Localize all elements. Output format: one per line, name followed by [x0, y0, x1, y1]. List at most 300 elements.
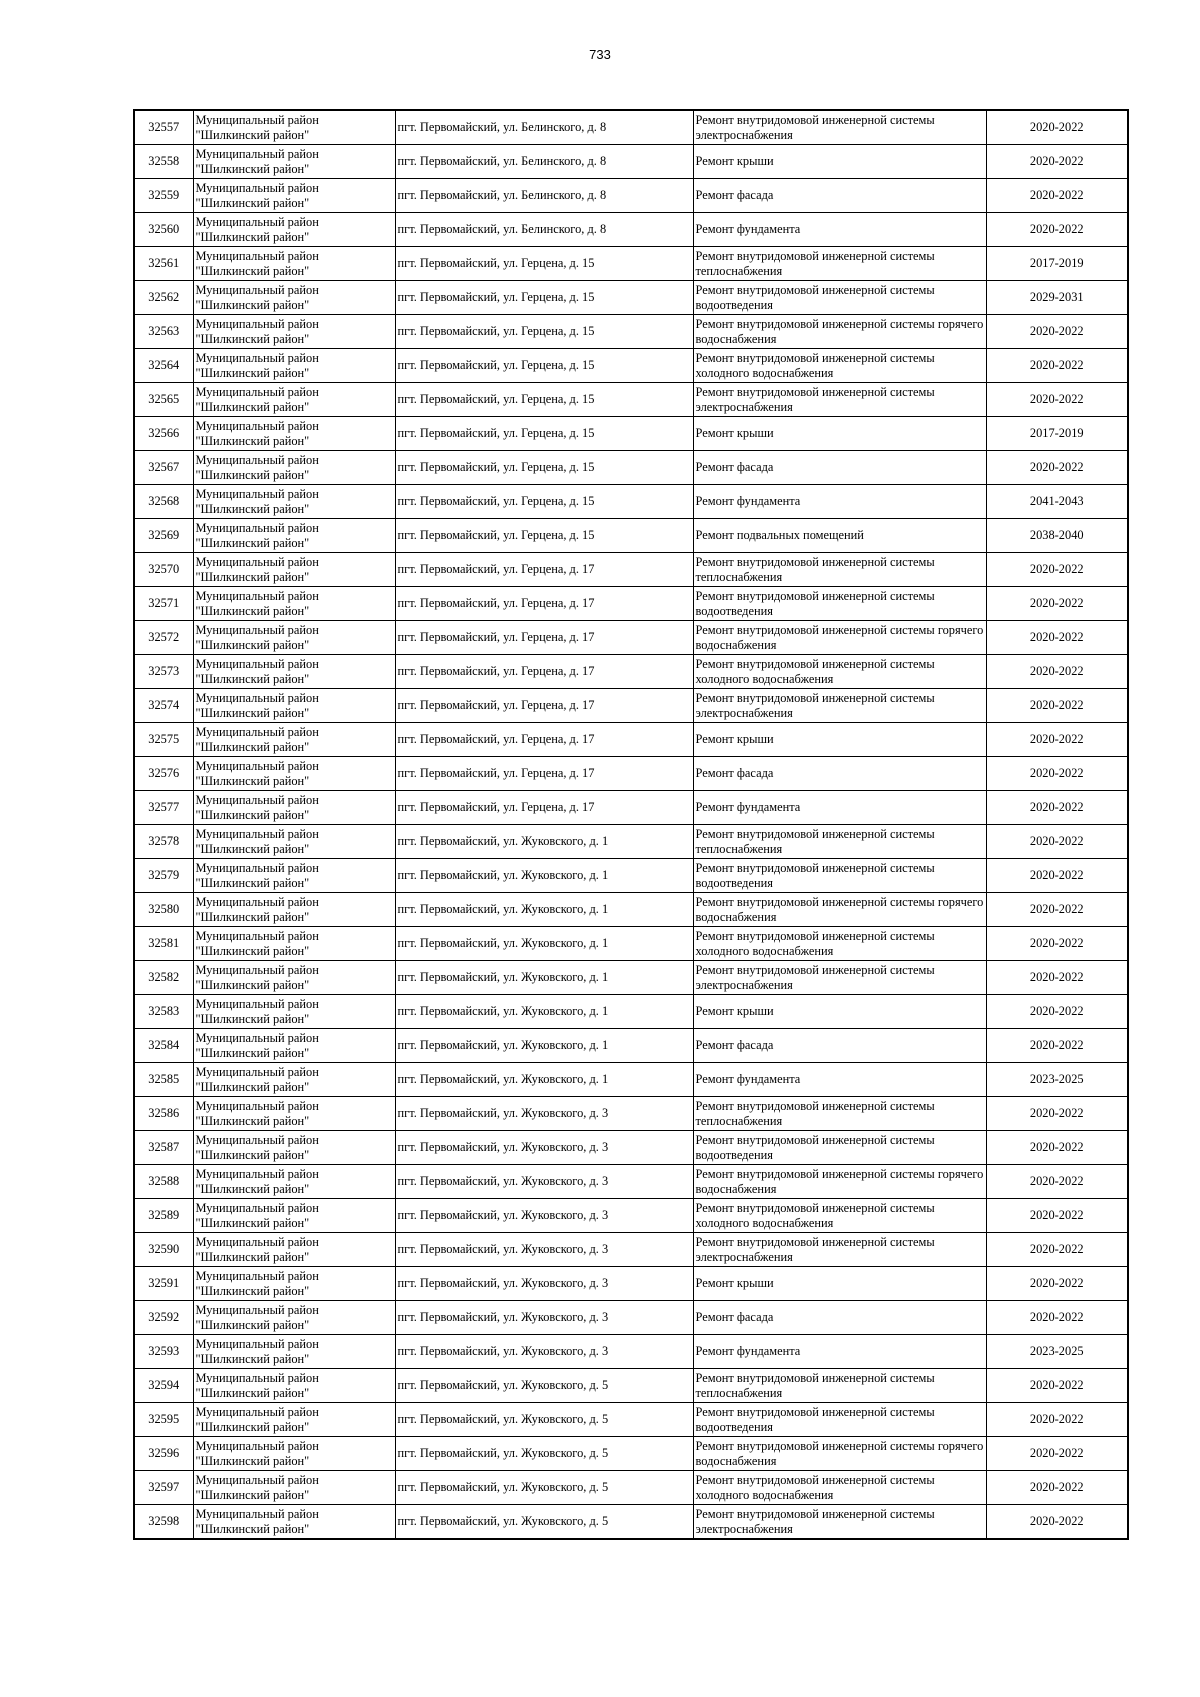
address-cell: пгт. Первомайский, ул. Белинского, д. 8 [395, 145, 693, 179]
work-type-cell: Ремонт внутридомовой инженерной системы горячего водоснабжения [693, 1437, 986, 1471]
municipality-type: Муниципальный район [195, 452, 319, 467]
period-cell: 2020-2022 [986, 179, 1128, 213]
municipality-cell [193, 825, 395, 859]
table-row [134, 213, 1128, 247]
municipality-name: "Шилкинский район" [195, 807, 310, 822]
row-number-cell: 32589 [134, 1199, 193, 1233]
municipality-cell [193, 110, 395, 145]
period-cell: 2020-2022 [986, 1369, 1128, 1403]
table-row [134, 383, 1128, 417]
municipality-name: "Шилкинский район" [195, 331, 310, 346]
address-cell: пгт. Первомайский, ул. Герцена, д. 15 [395, 417, 693, 451]
work-type-cell: Ремонт внутридомовой инженерной системы теплоснабжения [693, 553, 986, 587]
page-number: 733 [589, 47, 611, 62]
period-cell: 2020-2022 [986, 1233, 1128, 1267]
table-row [134, 1233, 1128, 1267]
row-number-cell: 32575 [134, 723, 193, 757]
municipality-cell [193, 281, 395, 315]
work-type-cell: Ремонт внутридомовой инженерной системы теплоснабжения [693, 1097, 986, 1131]
municipality-name: "Шилкинский район" [195, 535, 310, 550]
row-number-cell: 32597 [134, 1471, 193, 1505]
row-number-cell: 32574 [134, 689, 193, 723]
row-number-cell: 32592 [134, 1301, 193, 1335]
table-row [134, 757, 1128, 791]
table-row [134, 1097, 1128, 1131]
row-number-cell: 32590 [134, 1233, 193, 1267]
period-cell: 2029-2031 [986, 281, 1128, 315]
municipality-type: Муниципальный район [195, 860, 319, 875]
period-cell: 2020-2022 [986, 451, 1128, 485]
municipality-name: "Шилкинский район" [195, 1113, 310, 1128]
municipality-cell [193, 349, 395, 383]
municipality-cell [193, 1267, 395, 1301]
row-number-cell: 32580 [134, 893, 193, 927]
municipality-name: "Шилкинский район" [195, 467, 310, 482]
table-body [134, 110, 1128, 1539]
work-type-cell: Ремонт внутридомовой инженерной системы горячего водоснабжения [693, 893, 986, 927]
work-type-cell: Ремонт фасада [693, 757, 986, 791]
table-row [134, 655, 1128, 689]
table-row [134, 417, 1128, 451]
row-number-cell: 32578 [134, 825, 193, 859]
table-row [134, 1029, 1128, 1063]
work-type-cell: Ремонт фасада [693, 1301, 986, 1335]
table-row [134, 145, 1128, 179]
municipality-name: "Шилкинский район" [195, 1079, 310, 1094]
address-cell: пгт. Первомайский, ул. Герцена, д. 17 [395, 621, 693, 655]
municipality-cell [193, 519, 395, 553]
work-type-cell: Ремонт фасада [693, 1029, 986, 1063]
period-cell: 2020-2022 [986, 1471, 1128, 1505]
table-row [134, 893, 1128, 927]
municipality-cell [193, 859, 395, 893]
municipality-type: Муниципальный район [195, 622, 319, 637]
table-row [134, 451, 1128, 485]
municipality-name: "Шилкинский район" [195, 127, 310, 142]
municipality-type: Муниципальный район [195, 1302, 319, 1317]
municipality-type: Муниципальный район [195, 248, 319, 263]
address-cell: пгт. Первомайский, ул. Герцена, д. 15 [395, 315, 693, 349]
row-number-cell: 32563 [134, 315, 193, 349]
table-row [134, 179, 1128, 213]
period-cell: 2020-2022 [986, 859, 1128, 893]
table-row [134, 927, 1128, 961]
municipality-name: "Шилкинский район" [195, 365, 310, 380]
municipality-type: Муниципальный район [195, 520, 319, 535]
table-row [134, 553, 1128, 587]
work-type-cell: Ремонт фундамента [693, 485, 986, 519]
table-row [134, 961, 1128, 995]
row-number-cell: 32585 [134, 1063, 193, 1097]
municipality-type: Муниципальный район [195, 1234, 319, 1249]
table-row [134, 315, 1128, 349]
municipality-cell [193, 315, 395, 349]
row-number-cell: 32557 [134, 110, 193, 145]
row-number-cell: 32591 [134, 1267, 193, 1301]
work-type-cell: Ремонт крыши [693, 723, 986, 757]
table-row [134, 825, 1128, 859]
work-type-cell: Ремонт внутридомовой инженерной системы электроснабжения [693, 1505, 986, 1540]
municipality-name: "Шилкинский район" [195, 1147, 310, 1162]
work-type-cell: Ремонт внутридомовой инженерной системы водоотведения [693, 859, 986, 893]
table-row [134, 1369, 1128, 1403]
municipality-name: "Шилкинский район" [195, 195, 310, 210]
table-row [134, 519, 1128, 553]
period-cell: 2020-2022 [986, 145, 1128, 179]
work-type-cell: Ремонт внутридомовой инженерной системы холодного водоснабжения [693, 1199, 986, 1233]
municipality-type: Муниципальный район [195, 826, 319, 841]
address-cell: пгт. Первомайский, ул. Жуковского, д. 3 [395, 1301, 693, 1335]
work-type-cell: Ремонт фундамента [693, 791, 986, 825]
work-type-cell: Ремонт внутридомовой инженерной системы водоотведения [693, 1403, 986, 1437]
municipality-type: Муниципальный район [195, 146, 319, 161]
municipality-name: "Шилкинский район" [195, 569, 310, 584]
period-cell: 2038-2040 [986, 519, 1128, 553]
municipality-name: "Шилкинский район" [195, 501, 310, 516]
period-cell: 2020-2022 [986, 1437, 1128, 1471]
municipality-cell [193, 757, 395, 791]
municipality-type: Муниципальный район [195, 656, 319, 671]
municipality-name: "Шилкинский район" [195, 399, 310, 414]
work-type-cell: Ремонт внутридомовой инженерной системы водоотведения [693, 1131, 986, 1165]
municipality-type: Муниципальный район [195, 282, 319, 297]
work-type-cell: Ремонт крыши [693, 1267, 986, 1301]
municipality-cell [193, 417, 395, 451]
municipality-name: "Шилкинский район" [195, 1317, 310, 1332]
row-number-cell: 32587 [134, 1131, 193, 1165]
municipality-name: "Шилкинский район" [195, 1249, 310, 1264]
work-type-cell: Ремонт внутридомовой инженерной системы водоотведения [693, 587, 986, 621]
municipality-name: "Шилкинский район" [195, 161, 310, 176]
municipality-name: "Шилкинский район" [195, 1045, 310, 1060]
address-cell: пгт. Первомайский, ул. Жуковского, д. 1 [395, 961, 693, 995]
row-number-cell: 32595 [134, 1403, 193, 1437]
period-cell: 2017-2019 [986, 247, 1128, 281]
work-type-cell: Ремонт внутридомовой инженерной системы холодного водоснабжения [693, 349, 986, 383]
address-cell: пгт. Первомайский, ул. Жуковского, д. 3 [395, 1199, 693, 1233]
row-number-cell: 32583 [134, 995, 193, 1029]
work-type-cell: Ремонт подвальных помещений [693, 519, 986, 553]
municipality-name: "Шилкинский район" [195, 603, 310, 618]
municipality-cell [193, 689, 395, 723]
period-cell: 2020-2022 [986, 1029, 1128, 1063]
municipality-type: Муниципальный район [195, 1404, 319, 1419]
municipality-type: Муниципальный район [195, 792, 319, 807]
table-row [134, 1403, 1128, 1437]
municipality-cell [193, 179, 395, 213]
period-cell: 2020-2022 [986, 1505, 1128, 1540]
period-cell: 2020-2022 [986, 825, 1128, 859]
work-type-cell: Ремонт фасада [693, 179, 986, 213]
period-cell: 2020-2022 [986, 553, 1128, 587]
table-row [134, 587, 1128, 621]
municipality-cell [193, 485, 395, 519]
municipality-name: "Шилкинский район" [195, 1385, 310, 1400]
municipality-name: "Шилкинский район" [195, 773, 310, 788]
municipality-name: "Шилкинский район" [195, 1351, 310, 1366]
period-cell: 2020-2022 [986, 791, 1128, 825]
address-cell: пгт. Первомайский, ул. Жуковского, д. 1 [395, 1029, 693, 1063]
table-row [134, 859, 1128, 893]
municipality-cell [193, 1505, 395, 1540]
municipality-type: Муниципальный район [195, 1370, 319, 1385]
work-type-cell: Ремонт внутридомовой инженерной системы электроснабжения [693, 383, 986, 417]
municipality-type: Муниципальный район [195, 996, 319, 1011]
municipality-name: "Шилкинский район" [195, 841, 310, 856]
municipality-cell [193, 723, 395, 757]
period-cell: 2017-2019 [986, 417, 1128, 451]
work-type-cell: Ремонт внутридомовой инженерной системы электроснабжения [693, 689, 986, 723]
address-cell: пгт. Первомайский, ул. Герцена, д. 15 [395, 519, 693, 553]
municipality-name: "Шилкинский район" [195, 229, 310, 244]
municipality-cell [193, 655, 395, 689]
table-row [134, 1165, 1128, 1199]
municipality-type: Муниципальный район [195, 1030, 319, 1045]
municipality-type: Муниципальный район [195, 554, 319, 569]
table-row [134, 1199, 1128, 1233]
address-cell: пгт. Первомайский, ул. Герцена, д. 15 [395, 485, 693, 519]
work-type-cell: Ремонт фундамента [693, 1063, 986, 1097]
period-cell: 2023-2025 [986, 1335, 1128, 1369]
municipality-name: "Шилкинский район" [195, 739, 310, 754]
work-type-cell: Ремонт внутридомовой инженерной системы теплоснабжения [693, 247, 986, 281]
work-type-cell: Ремонт внутридомовой инженерной системы теплоснабжения [693, 1369, 986, 1403]
work-type-cell: Ремонт внутридомовой инженерной системы холодного водоснабжения [693, 1471, 986, 1505]
row-number-cell: 32572 [134, 621, 193, 655]
table-row [134, 1471, 1128, 1505]
municipality-cell [193, 1097, 395, 1131]
municipality-cell [193, 1199, 395, 1233]
table-row [134, 689, 1128, 723]
municipality-type: Муниципальный район [195, 724, 319, 739]
table-row [134, 1437, 1128, 1471]
table-row [134, 995, 1128, 1029]
municipality-name: "Шилкинский район" [195, 637, 310, 652]
period-cell: 2020-2022 [986, 1131, 1128, 1165]
table-row [134, 281, 1128, 315]
address-cell: пгт. Первомайский, ул. Герцена, д. 15 [395, 247, 693, 281]
row-number-cell: 32558 [134, 145, 193, 179]
municipality-name: "Шилкинский район" [195, 433, 310, 448]
municipality-type: Муниципальный район [195, 316, 319, 331]
municipality-type: Муниципальный район [195, 1472, 319, 1487]
row-number-cell: 32565 [134, 383, 193, 417]
municipality-type: Муниципальный район [195, 588, 319, 603]
row-number-cell: 32593 [134, 1335, 193, 1369]
municipality-cell [193, 213, 395, 247]
work-type-cell: Ремонт внутридомовой инженерной системы холодного водоснабжения [693, 655, 986, 689]
work-type-cell: Ремонт внутридомовой инженерной системы холодного водоснабжения [693, 927, 986, 961]
municipality-type: Муниципальный район [195, 384, 319, 399]
municipality-cell [193, 791, 395, 825]
table-row [134, 1301, 1128, 1335]
address-cell: пгт. Первомайский, ул. Жуковского, д. 3 [395, 1131, 693, 1165]
row-number-cell: 32596 [134, 1437, 193, 1471]
period-cell: 2020-2022 [986, 587, 1128, 621]
table-row [134, 1131, 1128, 1165]
period-cell: 2020-2022 [986, 757, 1128, 791]
address-cell: пгт. Первомайский, ул. Жуковского, д. 3 [395, 1267, 693, 1301]
municipality-cell [193, 1131, 395, 1165]
address-cell: пгт. Первомайский, ул. Жуковского, д. 3 [395, 1335, 693, 1369]
address-cell: пгт. Первомайский, ул. Герцена, д. 17 [395, 723, 693, 757]
municipality-cell [193, 553, 395, 587]
address-cell: пгт. Первомайский, ул. Жуковского, д. 5 [395, 1471, 693, 1505]
municipality-type: Муниципальный район [195, 1132, 319, 1147]
table-row [134, 723, 1128, 757]
municipality-cell [193, 587, 395, 621]
address-cell: пгт. Первомайский, ул. Жуковского, д. 1 [395, 825, 693, 859]
address-cell: пгт. Первомайский, ул. Герцена, д. 17 [395, 757, 693, 791]
municipality-type: Муниципальный район [195, 1506, 319, 1521]
row-number-cell: 32564 [134, 349, 193, 383]
address-cell: пгт. Первомайский, ул. Белинского, д. 8 [395, 110, 693, 145]
work-type-cell: Ремонт внутридомовой инженерной системы теплоснабжения [693, 825, 986, 859]
municipality-name: "Шилкинский район" [195, 263, 310, 278]
work-type-cell: Ремонт крыши [693, 995, 986, 1029]
table-row [134, 247, 1128, 281]
address-cell: пгт. Первомайский, ул. Жуковского, д. 1 [395, 995, 693, 1029]
period-cell: 2020-2022 [986, 1267, 1128, 1301]
municipality-type: Муниципальный район [195, 350, 319, 365]
address-cell: пгт. Первомайский, ул. Жуковского, д. 3 [395, 1233, 693, 1267]
municipality-cell [193, 927, 395, 961]
municipality-name: "Шилкинский район" [195, 909, 310, 924]
municipality-cell [193, 1165, 395, 1199]
municipality-type: Муниципальный район [195, 962, 319, 977]
address-cell: пгт. Первомайский, ул. Герцена, д. 17 [395, 791, 693, 825]
address-cell: пгт. Первомайский, ул. Жуковского, д. 5 [395, 1369, 693, 1403]
municipality-cell [193, 961, 395, 995]
municipality-type: Муниципальный район [195, 758, 319, 773]
row-number-cell: 32571 [134, 587, 193, 621]
municipality-name: "Шилкинский район" [195, 1419, 310, 1434]
work-type-cell: Ремонт внутридомовой инженерной системы горячего водоснабжения [693, 621, 986, 655]
address-cell: пгт. Первомайский, ул. Жуковского, д. 3 [395, 1165, 693, 1199]
municipality-type: Муниципальный район [195, 486, 319, 501]
municipality-name: "Шилкинский район" [195, 671, 310, 686]
address-cell: пгт. Первомайский, ул. Жуковского, д. 1 [395, 1063, 693, 1097]
municipality-type: Муниципальный район [195, 894, 319, 909]
municipality-cell [193, 1471, 395, 1505]
work-type-cell: Ремонт крыши [693, 145, 986, 179]
municipality-cell [193, 1437, 395, 1471]
row-number-cell: 32584 [134, 1029, 193, 1063]
row-number-cell: 32573 [134, 655, 193, 689]
municipality-cell [193, 1403, 395, 1437]
address-cell: пгт. Первомайский, ул. Герцена, д. 17 [395, 655, 693, 689]
work-type-cell: Ремонт фасада [693, 451, 986, 485]
municipality-name: "Шилкинский район" [195, 297, 310, 312]
address-cell: пгт. Первомайский, ул. Герцена, д. 17 [395, 587, 693, 621]
row-number-cell: 32577 [134, 791, 193, 825]
address-cell: пгт. Первомайский, ул. Герцена, д. 15 [395, 349, 693, 383]
municipality-name: "Шилкинский район" [195, 1181, 310, 1196]
municipality-name: "Шилкинский район" [195, 1521, 310, 1536]
row-number-cell: 32569 [134, 519, 193, 553]
period-cell: 2020-2022 [986, 1403, 1128, 1437]
row-number-cell: 32588 [134, 1165, 193, 1199]
municipality-name: "Шилкинский район" [195, 705, 310, 720]
period-cell: 2020-2022 [986, 110, 1128, 145]
row-number-cell: 32570 [134, 553, 193, 587]
municipality-name: "Шилкинский район" [195, 1011, 310, 1026]
municipality-cell [193, 451, 395, 485]
municipality-cell [193, 1301, 395, 1335]
table-row [134, 1267, 1128, 1301]
table-row [134, 1063, 1128, 1097]
municipality-type: Муниципальный район [195, 1098, 319, 1113]
address-cell: пгт. Первомайский, ул. Жуковского, д. 5 [395, 1437, 693, 1471]
row-number-cell: 32561 [134, 247, 193, 281]
municipality-name: "Шилкинский район" [195, 1453, 310, 1468]
work-type-cell: Ремонт внутридомовой инженерной системы горячего водоснабжения [693, 1165, 986, 1199]
municipality-cell [193, 893, 395, 927]
row-number-cell: 32566 [134, 417, 193, 451]
repair-schedule-table [133, 109, 1129, 1540]
period-cell: 2020-2022 [986, 927, 1128, 961]
address-cell: пгт. Первомайский, ул. Белинского, д. 8 [395, 213, 693, 247]
address-cell: пгт. Первомайский, ул. Жуковского, д. 1 [395, 859, 693, 893]
period-cell: 2020-2022 [986, 723, 1128, 757]
period-cell: 2020-2022 [986, 1199, 1128, 1233]
period-cell: 2020-2022 [986, 1165, 1128, 1199]
municipality-cell [193, 1063, 395, 1097]
period-cell: 2020-2022 [986, 383, 1128, 417]
municipality-type: Муниципальный район [195, 112, 319, 127]
row-number-cell: 32582 [134, 961, 193, 995]
row-number-cell: 32594 [134, 1369, 193, 1403]
municipality-type: Муниципальный район [195, 180, 319, 195]
municipality-cell [193, 383, 395, 417]
municipality-cell [193, 1335, 395, 1369]
period-cell: 2020-2022 [986, 893, 1128, 927]
municipality-name: "Шилкинский район" [195, 943, 310, 958]
row-number-cell: 32586 [134, 1097, 193, 1131]
municipality-cell [193, 621, 395, 655]
municipality-name: "Шилкинский район" [195, 875, 310, 890]
address-cell: пгт. Первомайский, ул. Герцена, д. 15 [395, 281, 693, 315]
period-cell: 2020-2022 [986, 961, 1128, 995]
row-number-cell: 32568 [134, 485, 193, 519]
work-type-cell: Ремонт фундамента [693, 213, 986, 247]
period-cell: 2020-2022 [986, 689, 1128, 723]
work-type-cell: Ремонт внутридомовой инженерной системы водоотведения [693, 281, 986, 315]
row-number-cell: 32562 [134, 281, 193, 315]
municipality-type: Муниципальный район [195, 1200, 319, 1215]
municipality-name: "Шилкинский район" [195, 1487, 310, 1502]
row-number-cell: 32581 [134, 927, 193, 961]
address-cell: пгт. Первомайский, ул. Герцена, д. 15 [395, 383, 693, 417]
municipality-type: Муниципальный район [195, 1336, 319, 1351]
municipality-type: Муниципальный район [195, 1268, 319, 1283]
period-cell: 2020-2022 [986, 621, 1128, 655]
table-row [134, 349, 1128, 383]
municipality-cell [193, 1233, 395, 1267]
municipality-type: Муниципальный район [195, 1166, 319, 1181]
municipality-cell [193, 145, 395, 179]
municipality-cell [193, 995, 395, 1029]
table-row [134, 791, 1128, 825]
address-cell: пгт. Первомайский, ул. Жуковского, д. 5 [395, 1505, 693, 1540]
period-cell: 2023-2025 [986, 1063, 1128, 1097]
period-cell: 2020-2022 [986, 1301, 1128, 1335]
work-type-cell: Ремонт внутридомовой инженерной системы электроснабжения [693, 961, 986, 995]
work-type-cell: Ремонт крыши [693, 417, 986, 451]
period-cell: 2041-2043 [986, 485, 1128, 519]
municipality-type: Муниципальный район [195, 418, 319, 433]
address-cell: пгт. Первомайский, ул. Герцена, д. 17 [395, 689, 693, 723]
